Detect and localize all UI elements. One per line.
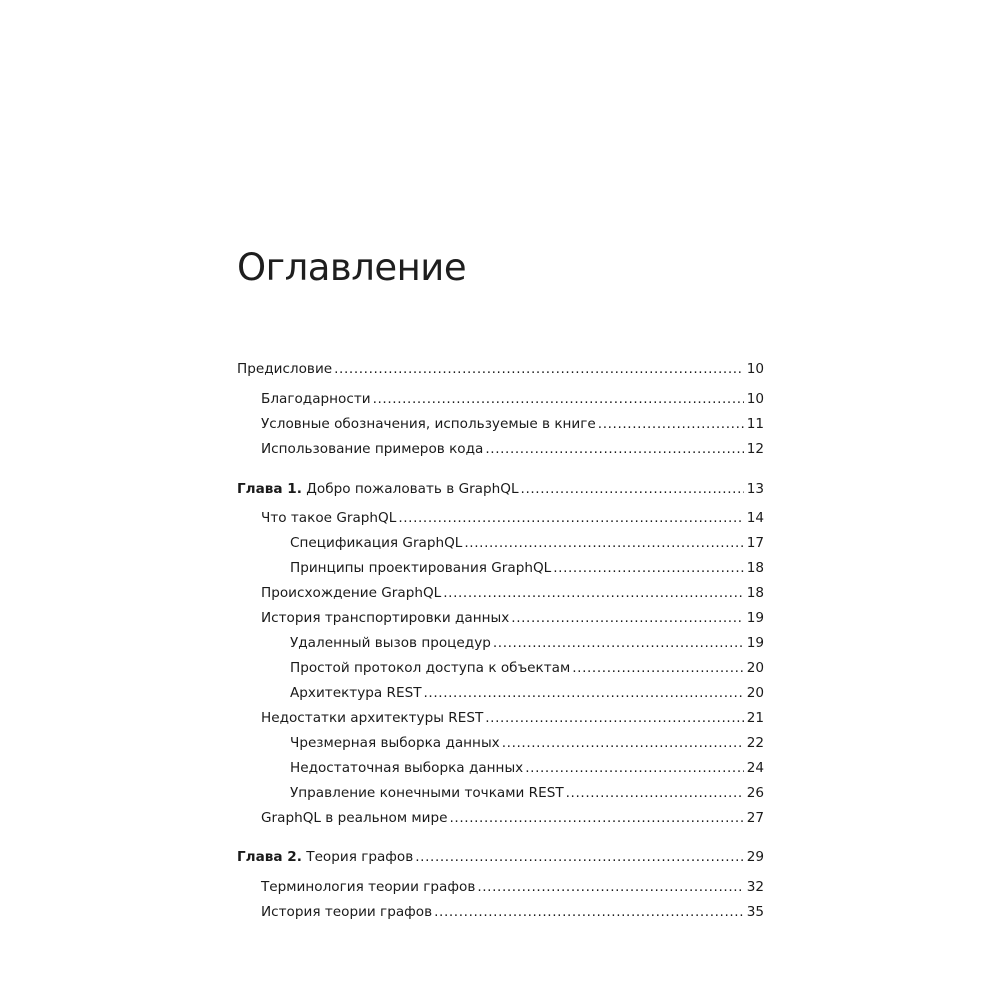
toc-dot-leader [398, 508, 743, 528]
toc-dot-leader [334, 359, 744, 379]
toc-page-number: 29 [746, 849, 764, 865]
toc-page-number: 24 [746, 760, 764, 776]
toc-entry-label: Добро пожаловать в GraphQL [306, 481, 519, 497]
toc-entry[interactable] [261, 583, 764, 603]
toc-entry-title [261, 808, 448, 828]
toc-dot-leader [434, 902, 744, 922]
toc-entry-title [261, 902, 432, 922]
toc-list [237, 0, 764, 1000]
toc-page-number: 10 [746, 361, 764, 377]
toc-entry-title [261, 414, 596, 434]
toc-entry[interactable] [261, 389, 764, 409]
toc-entry-title [290, 658, 570, 678]
toc-dot-leader [566, 783, 744, 803]
toc-entry-title [237, 479, 519, 499]
toc-chapter-prefix: Глава 2. [237, 849, 302, 865]
toc-entry-label: Принципы проектирования GraphQL [290, 560, 552, 576]
toc-page-number: 10 [746, 391, 764, 407]
toc-entry-title [261, 389, 371, 409]
toc-page-number: 19 [746, 635, 764, 651]
toc-dot-leader [525, 758, 743, 778]
toc-entry-title [261, 877, 475, 897]
toc-entry-label: Спецификация GraphQL [290, 535, 463, 551]
toc-page-number: 20 [746, 660, 764, 676]
toc-entry-label: Благодарности [261, 391, 371, 407]
toc-page-number: 18 [746, 585, 764, 601]
toc-entry-title [290, 633, 491, 653]
toc-dot-leader [553, 558, 743, 578]
toc-entry-label: Недостатки архитектуры REST [261, 710, 484, 726]
toc-page-number: 32 [746, 879, 764, 895]
toc-entry-label: Управление конечными точками REST [290, 785, 564, 801]
toc-page-number: 21 [746, 710, 764, 726]
toc-entry-title [261, 708, 483, 728]
toc-entry-title [237, 359, 332, 379]
toc-entry[interactable] [290, 558, 764, 578]
toc-entry-label: Происхождение GraphQL [261, 585, 442, 601]
toc-dot-leader [511, 608, 743, 628]
toc-dot-leader [521, 479, 744, 499]
toc-entry-label: GraphQL в реальном мире [261, 810, 448, 826]
toc-entry-label: Использование примеров кода [261, 441, 484, 457]
toc-entry[interactable] [261, 414, 764, 434]
toc-entry-title [261, 583, 441, 603]
toc-entry-label: Недостаточная выборка данных [290, 760, 524, 776]
toc-entry-title [290, 758, 523, 778]
toc-entry[interactable] [261, 508, 764, 528]
toc-entry[interactable] [290, 533, 764, 553]
toc-entry[interactable] [290, 658, 764, 678]
toc-page-number: 26 [746, 785, 764, 801]
toc-entry-label: История теории графов [261, 904, 433, 920]
toc-entry-title [261, 508, 396, 528]
toc-entry-label: Простой протокол доступа к объектам [290, 660, 571, 676]
toc-page-number: 12 [746, 441, 764, 457]
toc-entry-title [290, 558, 551, 578]
toc-dot-leader [485, 439, 743, 459]
toc-page-number: 14 [746, 510, 764, 526]
toc-entry[interactable] [261, 808, 764, 828]
toc-entry[interactable] [290, 733, 764, 753]
toc-entry-label: Терминология теории графов [261, 879, 476, 895]
toc-page-number: 18 [746, 560, 764, 576]
toc-entry-title [290, 733, 500, 753]
toc-dot-leader [572, 658, 743, 678]
toc-entry-title [290, 783, 564, 803]
toc-page-number: 11 [746, 416, 764, 432]
toc-page-number: 22 [746, 735, 764, 751]
toc-entry[interactable] [237, 847, 764, 867]
toc-entry-label: Что такое GraphQL [261, 510, 397, 526]
toc-entry[interactable] [261, 439, 764, 459]
toc-entry[interactable] [290, 683, 764, 703]
toc-entry[interactable] [290, 758, 764, 778]
toc-entry-title [261, 439, 483, 459]
toc-page-number: 27 [746, 810, 764, 826]
toc-entry-label: Условные обозначения, используемые в книге [261, 416, 596, 432]
toc-dot-leader [477, 877, 743, 897]
toc-entry-title [261, 608, 509, 628]
toc-entry-label: Удаленный вызов процедур [290, 635, 491, 651]
toc-entry-label: Теория графов [306, 849, 414, 865]
toc-entry-label: История транспортировки данных [261, 610, 510, 626]
toc-entry[interactable] [261, 877, 764, 897]
toc-dot-leader [502, 733, 744, 753]
toc-entry[interactable] [290, 783, 764, 803]
toc-dot-leader [373, 389, 744, 409]
toc-page-number: 17 [746, 535, 764, 551]
toc-entry[interactable] [237, 479, 764, 499]
toc-dot-leader [485, 708, 743, 728]
toc-dot-leader [443, 583, 743, 603]
toc-dot-leader [464, 533, 743, 553]
toc-page-number: 20 [746, 685, 764, 701]
toc-entry-title [290, 533, 462, 553]
toc-dot-leader [598, 414, 744, 434]
toc-entry[interactable] [261, 902, 764, 922]
toc-entry-title [237, 847, 413, 867]
toc-entry-title [290, 683, 422, 703]
toc-dot-leader [493, 633, 744, 653]
toc-dot-leader [450, 808, 744, 828]
toc-entry[interactable] [261, 608, 764, 628]
toc-entry[interactable] [237, 359, 764, 379]
toc-entry-label: Архитектура REST [290, 685, 422, 701]
toc-entry[interactable] [261, 708, 764, 728]
toc-entry-label: Чрезмерная выборка данных [290, 735, 500, 751]
toc-page-number: 35 [746, 904, 764, 920]
toc-page-number: 13 [746, 481, 764, 497]
toc-dot-leader [424, 683, 744, 703]
toc-entry-label: Предисловие [237, 361, 333, 377]
toc-dot-leader [415, 847, 743, 867]
toc-page-number: 19 [746, 610, 764, 626]
page-title: Оглавление [237, 246, 467, 289]
toc-chapter-prefix: Глава 1. [237, 481, 302, 497]
toc-entry[interactable] [290, 633, 764, 653]
